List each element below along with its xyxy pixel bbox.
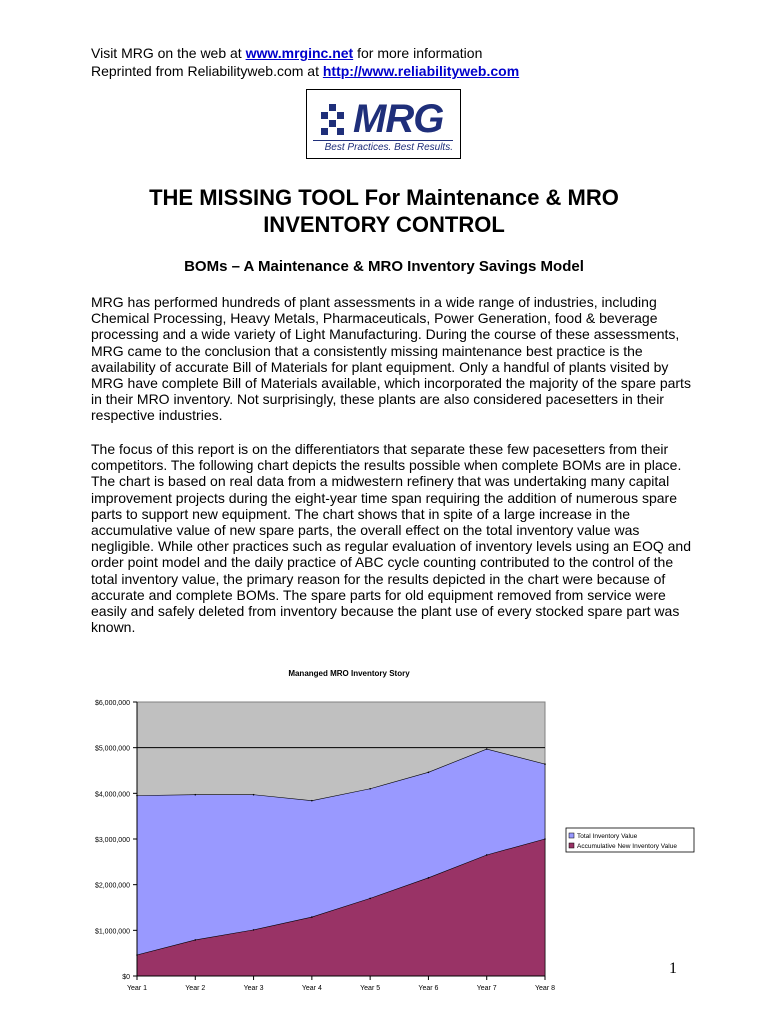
legend-label: Accumulative New Inventory Value <box>577 843 677 850</box>
data-point <box>369 788 371 790</box>
data-point <box>486 748 488 750</box>
header-text: Visit MRG on the web at <box>91 45 246 61</box>
header-text: for more information <box>353 45 483 61</box>
y-tick-label: $6,000,000 <box>94 700 130 707</box>
x-tick-label: Year 2 <box>185 985 206 992</box>
legend-swatch <box>569 833 574 838</box>
title-line-2: INVENTORY CONTROL <box>263 212 505 237</box>
data-point <box>311 916 313 918</box>
logo-tagline: Best Practices. Best Results. <box>313 140 453 153</box>
title-line-1: THE MISSING TOOL For Maintenance & MRO <box>149 185 619 210</box>
data-point <box>428 772 430 774</box>
y-tick-label: $5,000,000 <box>94 745 130 753</box>
legend-swatch <box>569 843 574 848</box>
x-tick-label: Year 4 <box>301 985 322 992</box>
paragraph-2: The focus of this report is on the differentiators that separate these few pacesetters from their competitors. The following chart depicts the results possible when complete BOMs are in place. The chart is based on real data from a midwestern refinery that was undertaking many capital improvement projects during the eight-year time span requiring the addition of numerous spare parts to support new equipment. The chart shows that in spite of a large increase in the accumulative value of new spare parts, the overall effect on the total inventory value was negligible. While other practices such as regular evaluation of inventory levels using an EOQ and order point model and the daily practice of ABC cycle counting contributed to the control of the total inventory value, the primary reason for the results depicted in the chart were because of accurate and complete BOMs. The spare parts for old equipment removed from service were easily and safely deleted from inventory because the plant use of every stocked spare part was known. <box>91 441 691 636</box>
header-text: Reprinted from Reliabilityweb.com at <box>91 63 323 79</box>
x-tick-label: Year 3 <box>243 985 264 992</box>
y-tick-label: $4,000,000 <box>94 791 130 799</box>
data-point <box>486 854 488 856</box>
data-point <box>194 939 196 941</box>
y-tick-label: $1,000,000 <box>94 928 130 936</box>
mrginc-link[interactable]: www.mrginc.net <box>245 45 354 61</box>
data-point <box>544 838 546 840</box>
paragraph-1: MRG has performed hundreds of plant assessments in a wide range of industries, including Chemical Processing, Heavy Metals, Pharmaceuticals, Power Generation, food & beverage processing and a wide variety of Light Manufacturing. During the course of these assessments, MRG came to the conclusion that a consistently missing maintenance best practice is the availability of accurate Bill of Materials for plant equipment. Only a handful of plants visited by MRG have complete Bill of Materials available, which incorporated the majority of the spare parts in their MRO inventory. Not surprisingly, these plants are also considered pacesetters in their respective industries. <box>91 294 691 424</box>
chart-title: Mananged MRO Inventory Story <box>288 669 410 678</box>
document-subtitle: BOMs – A Maintenance & MRO Inventory Savings Model <box>184 258 584 275</box>
page-number: 1 <box>669 960 677 977</box>
data-point <box>369 898 371 900</box>
data-point <box>544 763 546 765</box>
y-tick-label: $2,000,000 <box>94 882 130 890</box>
reliabilityweb-link[interactable]: http://www.reliabilityweb.com <box>322 63 520 79</box>
data-point <box>311 800 313 802</box>
x-tick-label: Year 7 <box>476 985 497 992</box>
data-point <box>253 929 255 931</box>
y-tick-label: $0 <box>122 974 130 981</box>
x-tick-label: Year 5 <box>360 985 381 992</box>
legend-label: Total Inventory Value <box>577 833 638 840</box>
data-point <box>253 794 255 796</box>
data-point <box>194 794 196 796</box>
x-tick-label: Year 6 <box>418 985 439 992</box>
x-tick-label: Year 8 <box>535 985 555 992</box>
y-tick-label: $3,000,000 <box>94 837 130 844</box>
data-point <box>428 877 430 879</box>
x-tick-label: Year 1 <box>127 985 147 992</box>
logo-text: MRG <box>353 97 444 141</box>
